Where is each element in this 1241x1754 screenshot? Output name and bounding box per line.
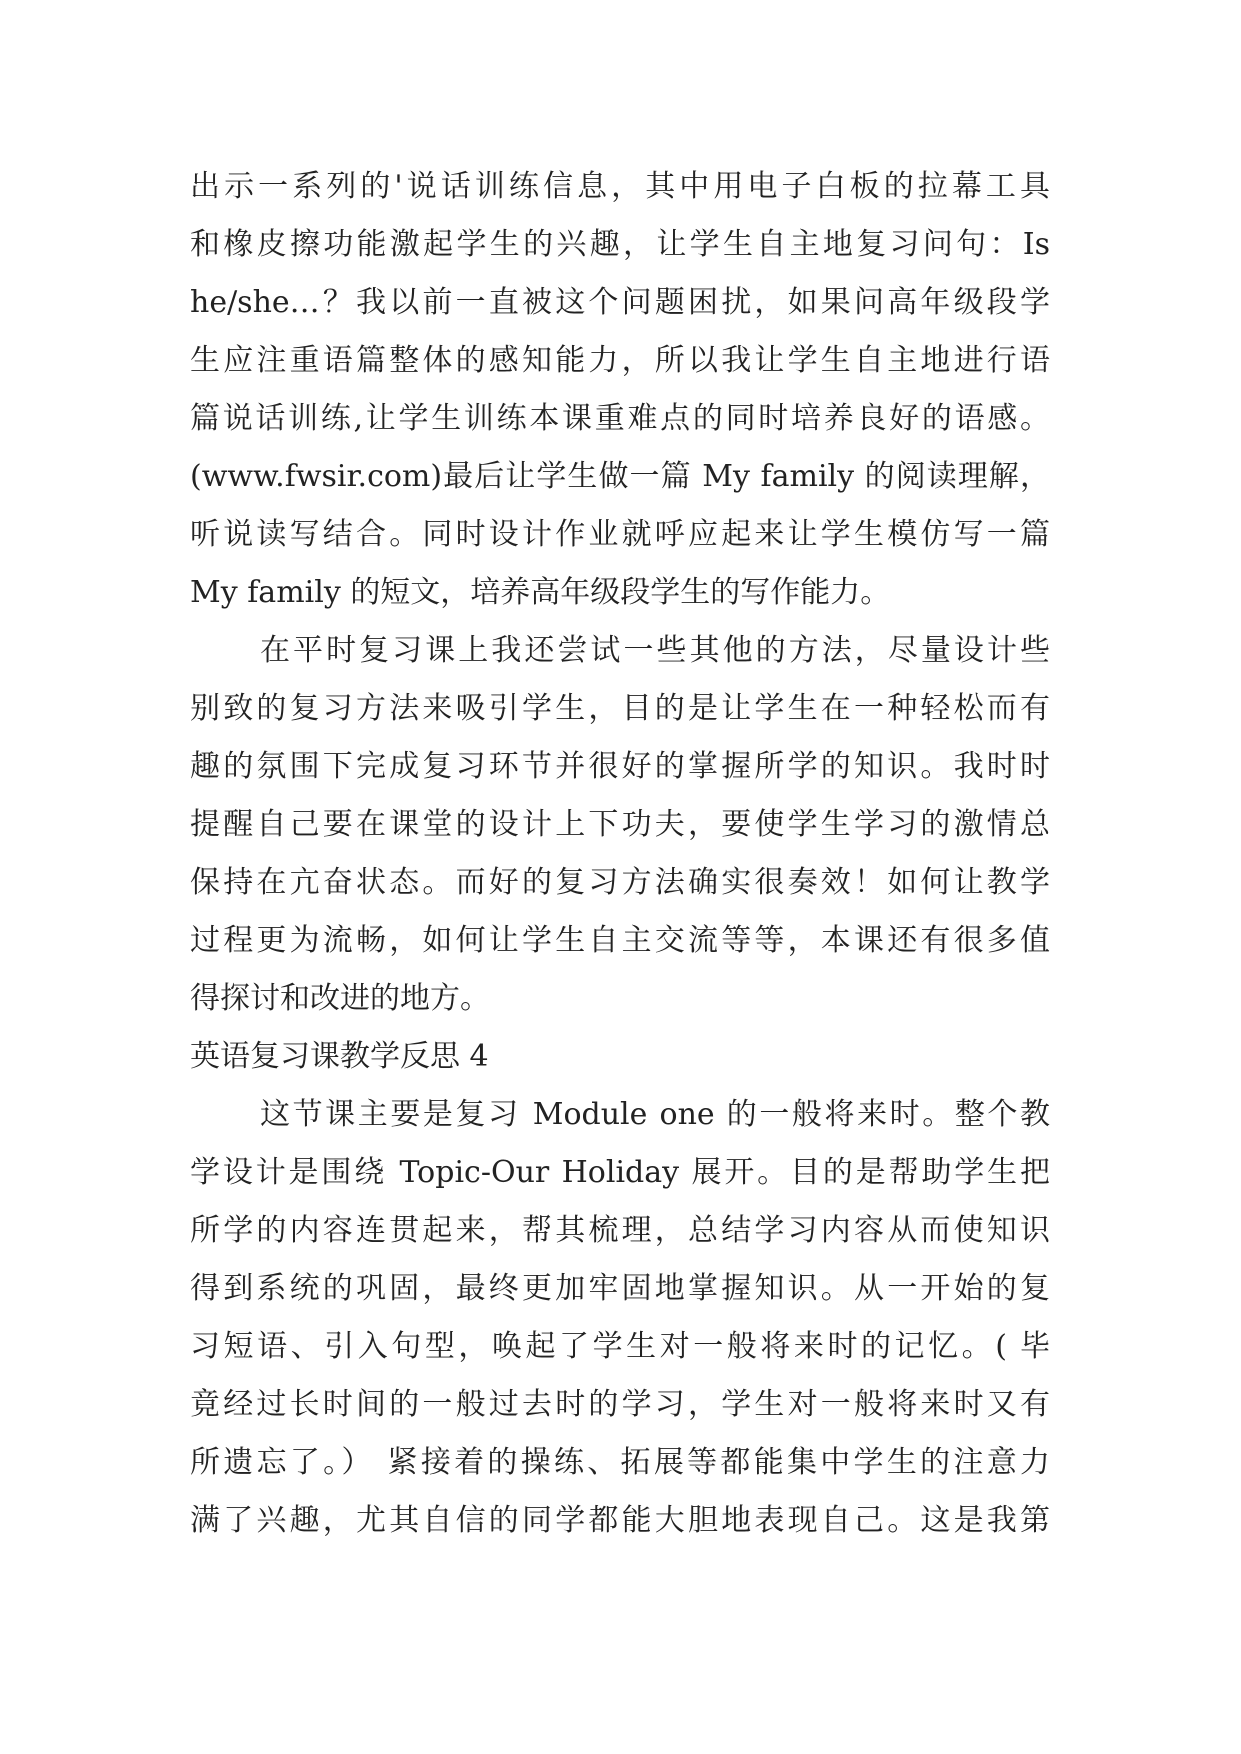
text-line: he/she…？我以前一直被这个问题困扰，如果问高年级段学: [190, 285, 1050, 320]
text-line: 趣的氛围下完成复习环节并很好的掌握所学的知识。我时时: [190, 749, 1050, 784]
paragraph-1: [190, 158, 1050, 622]
text-line: 保持在亢奋状态。而好的复习方法确实很奏效！如何让教学: [190, 865, 1050, 900]
text-line: 这节课主要是复习 Module one 的一般将来时。整个教: [260, 1097, 1050, 1132]
document-body: [190, 158, 1050, 1550]
text-line: 别致的复习方法来吸引学生，目的是让学生在一种轻松而有: [190, 691, 1050, 726]
text-line: 得到系统的巩固，最终更加牢固地掌握知识。从一开始的复: [190, 1271, 1050, 1306]
text-line: 过程更为流畅，如何让学生自主交流等等，本课还有很多值: [190, 923, 1050, 958]
paragraph-3: [190, 1086, 1050, 1550]
text-line: 满了兴趣，尤其自信的同学都能大胆地表现自己。这是我第: [190, 1503, 1050, 1538]
section-heading: 英语复习课教学反思 4: [190, 1039, 489, 1074]
text-line: 听说读写结合。同时设计作业就呼应起来让学生模仿写一篇: [190, 517, 1050, 552]
text-line: 和橡皮擦功能激起学生的兴趣，让学生自主地复习问句：Is: [190, 227, 1050, 262]
text-line: 生应注重语篇整体的感知能力，所以我让学生自主地进行语: [190, 343, 1050, 378]
text-line: (www.fwsir.com)最后让学生做一篇 My family 的阅读理解，: [190, 459, 1050, 494]
text-line: 篇说话训练,让学生训练本课重难点的同时培养良好的语感。: [190, 401, 1050, 436]
text-line: 所学的内容连贯起来，帮其梳理，总结学习内容从而使知识: [190, 1213, 1050, 1248]
text-line: 竟经过长时间的一般过去时的学习，学生对一般将来时又有: [190, 1387, 1050, 1422]
text-line: 习短语、引入句型，唤起了学生对一般将来时的记忆。( 毕: [190, 1329, 1050, 1364]
text-line: 学设计是围绕 Topic-Our Holiday 展开。目的是帮助学生把: [190, 1155, 1050, 1190]
text-line: 得探讨和改进的地方。: [190, 981, 490, 1016]
text-line: 提醒自己要在课堂的设计上下功夫，要使学生学习的激情总: [190, 807, 1050, 842]
text-line: 所遗忘了。） 紧接着的操练、拓展等都能集中学生的注意力: [190, 1445, 1050, 1480]
text-line: My family 的短文，培养高年级段学生的写作能力。: [190, 575, 891, 610]
text-line: 在平时复习课上我还尝试一些其他的方法，尽量设计些: [260, 633, 1050, 668]
paragraph-2: [190, 622, 1050, 1028]
text-line: 出示一系列的'说话训练信息，其中用电子白板的拉幕工具: [190, 169, 1050, 204]
